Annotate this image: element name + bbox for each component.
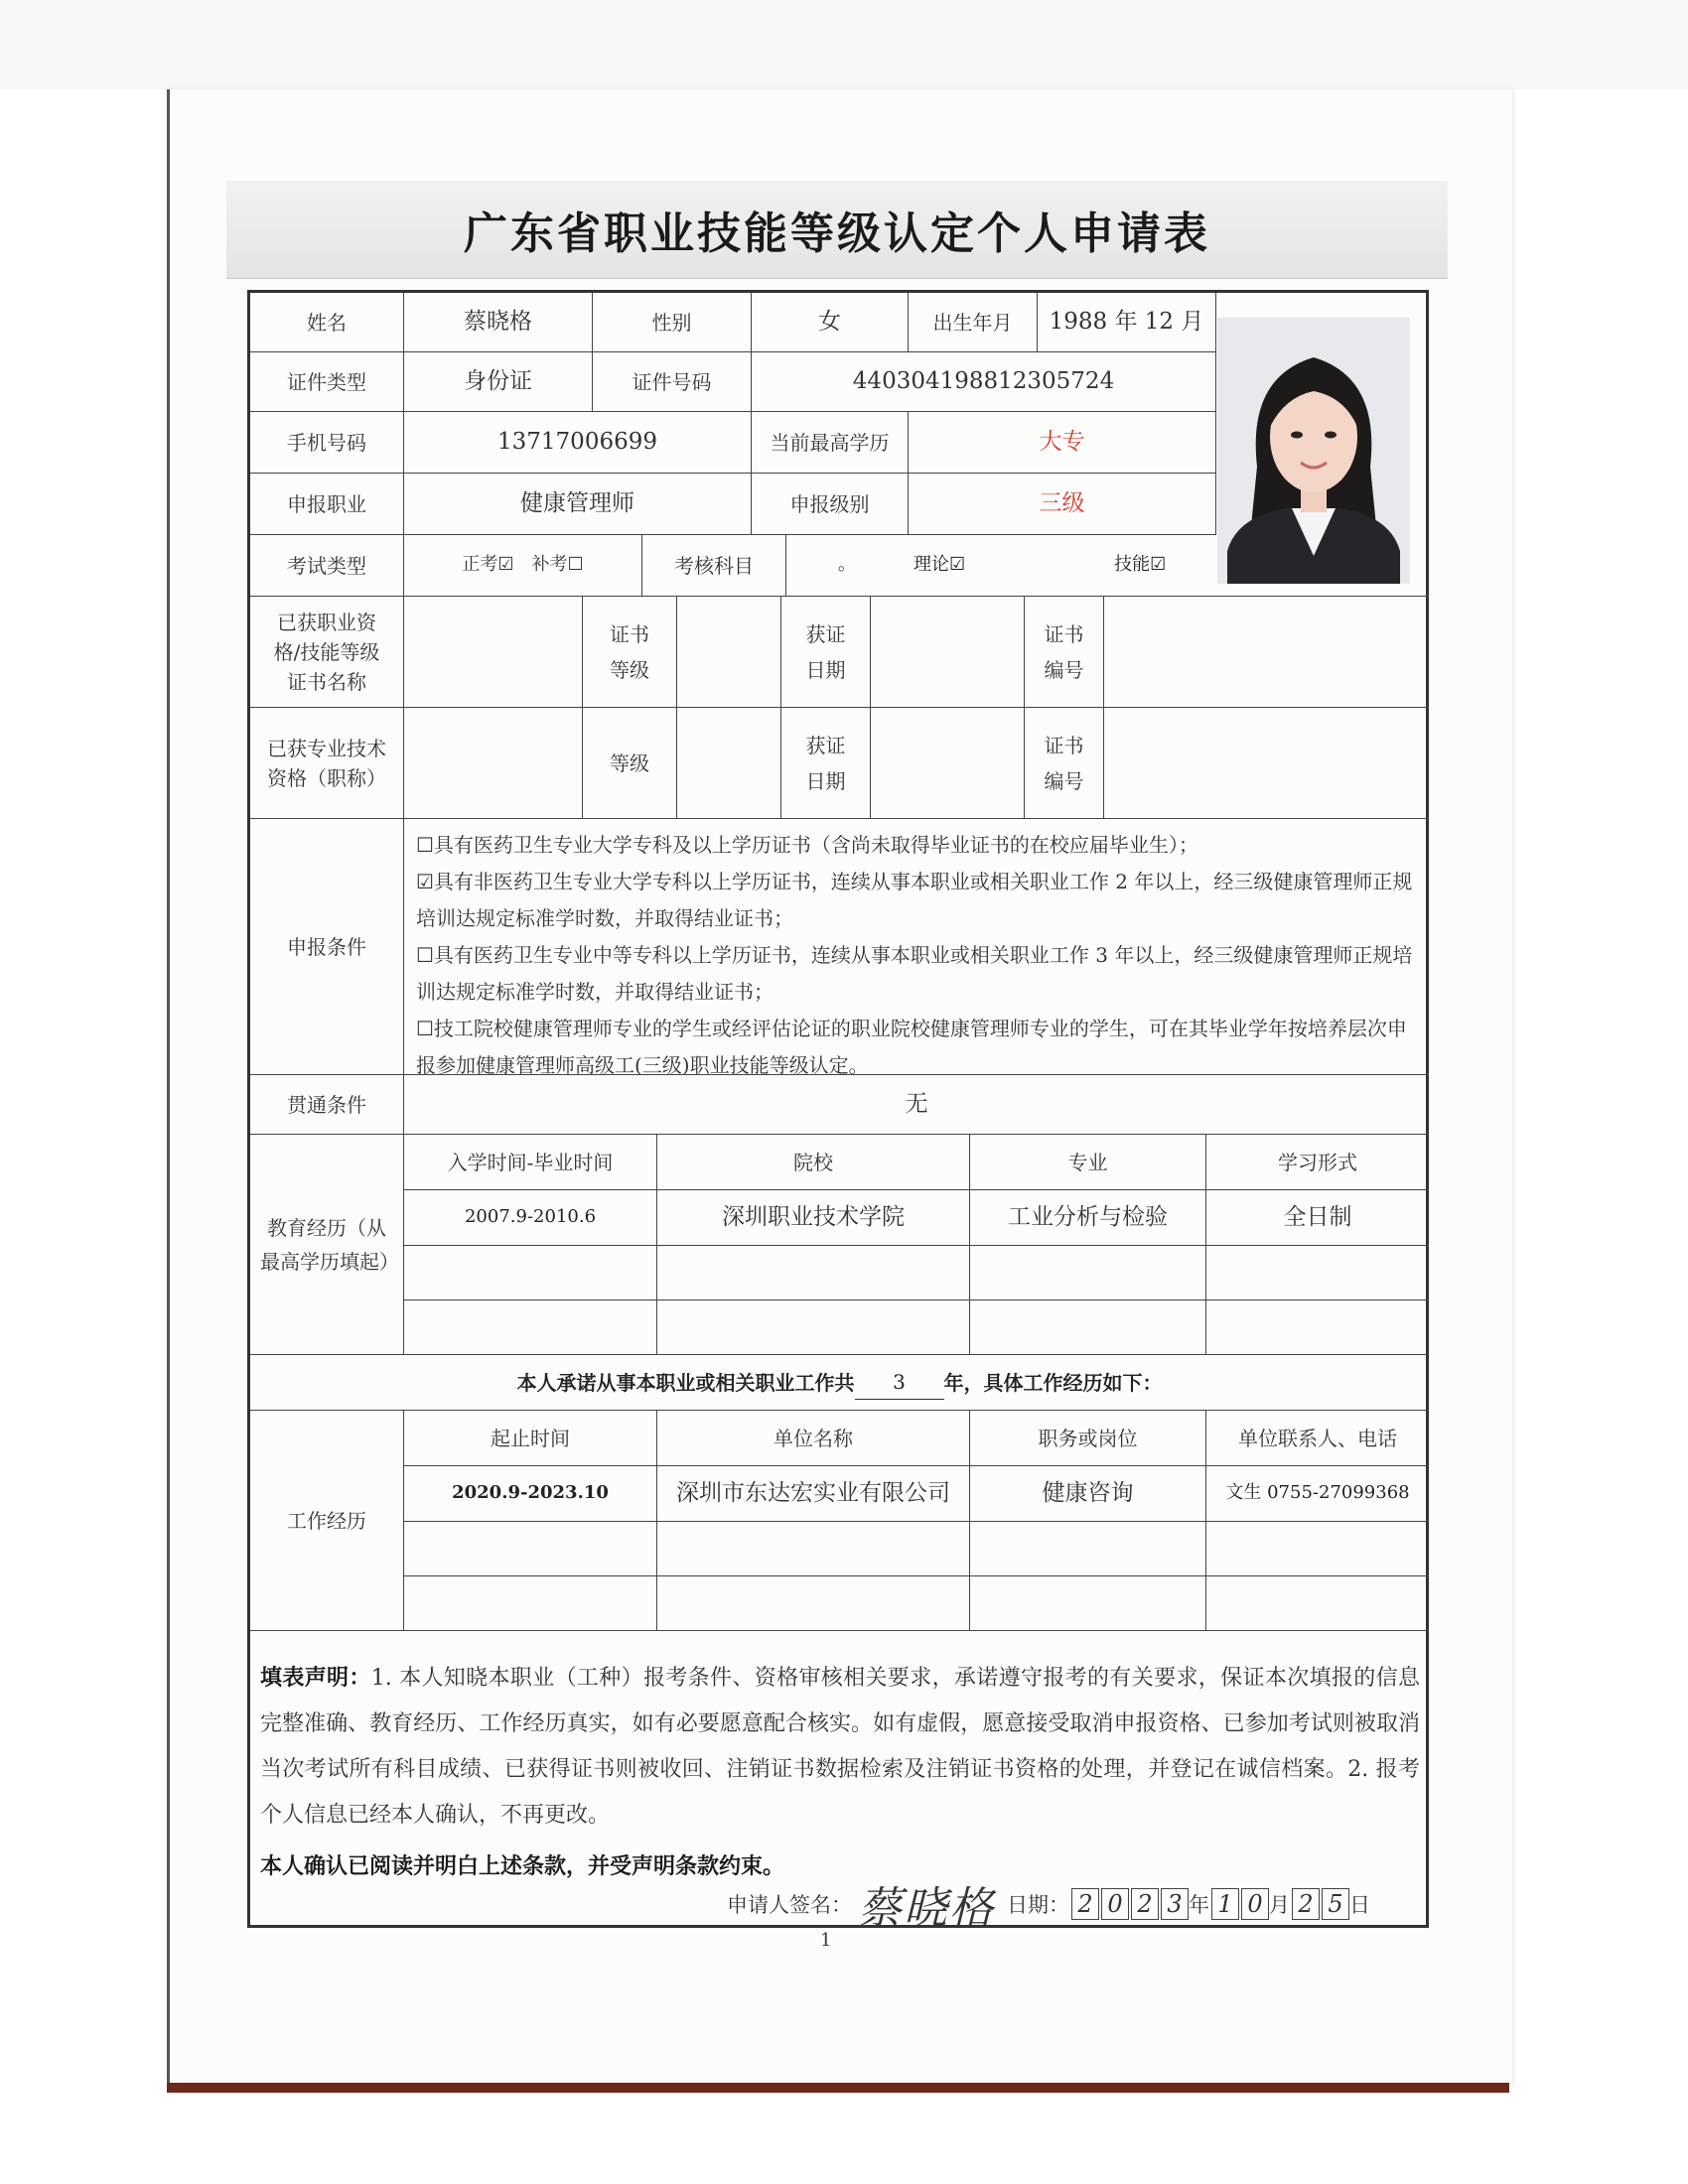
conditions-list — [404, 819, 1429, 1075]
exam-type-value: 正考☑ 补考☐ — [404, 535, 642, 597]
condition-item: ☑具有非医药卫生专业大学专科以上学历证书，连续从事本职业或相关职业工作 2 年以上，经三级健康管理师正规培训达规定标准学时数，并取得结业证书； — [416, 870, 1413, 930]
work-empty-cell — [970, 1522, 1206, 1576]
edu-header-form: 学习形式 — [1206, 1135, 1429, 1190]
background-top — [0, 0, 1688, 89]
cert-number-value — [1104, 597, 1429, 708]
date-digit: 2 — [1071, 1888, 1099, 1920]
conditions-label: 申报条件 — [250, 819, 404, 1075]
work-row-contact: 文生 0755-27099368 — [1206, 1466, 1429, 1522]
date-digit: 1 — [1211, 1888, 1239, 1920]
cert-date-label: 获证日期 — [781, 597, 871, 708]
edu-empty-cell — [970, 1246, 1206, 1300]
declaration-heading: 填表声明： — [260, 1665, 371, 1691]
gender-value: 女 — [752, 293, 909, 352]
exam-type-label: 考试类型 — [250, 535, 404, 597]
occupation-label: 申报职业 — [250, 474, 404, 535]
work-header-position: 职务或岗位 — [970, 1411, 1206, 1466]
title-level-label: 等级 — [583, 708, 677, 819]
edu-row-major: 工业分析与检验 — [970, 1190, 1206, 1246]
handwritten-signature: 蔡晓格 — [858, 1883, 995, 1934]
cert-level-value — [677, 597, 781, 708]
education-level-label: 当前最高学历 — [752, 412, 909, 474]
name-label: 姓名 — [250, 293, 404, 352]
title-date-value — [871, 708, 1025, 819]
declaration-confirm: 本人确认已阅读并明白上述条款，并受声明条款约束。 — [260, 1853, 785, 1879]
subject-dot: 。 — [838, 554, 856, 576]
month-unit: 月 — [1269, 1893, 1290, 1917]
commitment-prefix: 本人承诺从事本职业或相关职业工作共 — [516, 1370, 855, 1395]
title-banner — [226, 181, 1448, 279]
edu-row-school: 深圳职业技术学院 — [657, 1190, 970, 1246]
id-number-value: 440304198812305724 — [752, 352, 1216, 412]
birth-value: 1988 年 12 月 — [1038, 293, 1216, 352]
cert-date-value — [871, 597, 1025, 708]
title-number-value — [1104, 708, 1429, 819]
id-type-label: 证件类型 — [250, 352, 404, 412]
work-commitment — [250, 1355, 1429, 1411]
work-empty-cell — [1206, 1522, 1429, 1576]
declaration — [260, 1655, 1420, 1839]
date-digit: 3 — [1161, 1888, 1189, 1920]
title-date-label: 获证日期 — [781, 708, 871, 819]
vocational-cert-name — [404, 597, 583, 708]
edu-header-major: 专业 — [970, 1135, 1206, 1190]
date-digit: 0 — [1101, 1888, 1129, 1920]
condition-item: ☐技工院校健康管理师专业的学生或经评估论证的职业院校健康管理师专业的学生，可在其毕业学年按培养层次申报参加健康管理师高级工(三级)职业技能等级认定。 — [416, 1017, 1407, 1077]
work-empty-cell — [970, 1576, 1206, 1631]
edu-header-time: 入学时间-毕业时间 — [404, 1135, 657, 1190]
phone-label: 手机号码 — [250, 412, 404, 474]
date-digit: 2 — [1131, 1888, 1159, 1920]
work-header-period: 起止时间 — [404, 1411, 657, 1466]
professional-title-label: 已获专业技术资格（职称） — [250, 708, 404, 819]
date-digit: 0 — [1241, 1888, 1269, 1920]
theory-checkbox: 理论☑ — [914, 554, 966, 576]
edu-row-time: 2007.9-2010.6 — [404, 1190, 657, 1246]
edu-header-school: 院校 — [657, 1135, 970, 1190]
work-row-company: 深圳市东达宏实业有限公司 — [657, 1466, 970, 1522]
signature-label: 申请人签名： — [727, 1893, 852, 1917]
name-value: 蔡晓格 — [404, 293, 593, 352]
signature-row — [727, 1879, 1422, 1934]
condition-item: ☐具有医药卫生专业中等专科以上学历证书，连续从事本职业或相关职业工作 3 年以上，经三级健康管理师正规培训达规定标准学时数，并取得结业证书； — [416, 943, 1413, 1004]
declaration-text: 1. 本人知晓本职业（工种）报考条件、资格审核相关要求，承诺遵守报考的有关要求，保证本次填报的信息完整准确、教育经历、工作经历真实，如有必要愿意配合核实。如有虚假，愿意接受取消申报资格、已参加考试则被取消当次考试所有科目成绩、已获得证书则被收回、注销证书数据检索及注销证书资格的处理，并登记在诚信档案。2. 报考个人信息已经本人确认，不再更改。 — [260, 1666, 1420, 1828]
apply-level-value: 三级 — [909, 474, 1216, 535]
work-empty-cell — [404, 1522, 657, 1576]
skill-checkbox: 技能☑ — [1114, 554, 1167, 576]
commitment-suffix: 年，具体工作经历如下： — [943, 1370, 1163, 1395]
edu-empty-cell — [1206, 1300, 1429, 1355]
work-header-company: 单位名称 — [657, 1411, 970, 1466]
vocational-cert-label: 已获职业资格/技能等级证书名称 — [250, 597, 404, 708]
apply-level-label: 申报级别 — [752, 474, 909, 535]
date-digit: 2 — [1292, 1888, 1320, 1920]
date-label: 日期： — [1007, 1893, 1069, 1917]
work-label: 工作经历 — [250, 1411, 404, 1631]
edu-empty-cell — [1206, 1246, 1429, 1300]
condition-item: ☐具有医药卫生专业大学专科及以上学历证书（含尚未取得毕业证书的在校应届毕业生）； — [416, 833, 1198, 857]
edu-empty-cell — [404, 1246, 657, 1300]
cert-level-label: 证书等级 — [583, 597, 677, 708]
applicant-photo — [1217, 318, 1410, 584]
birth-label: 出生年月 — [909, 293, 1038, 352]
page-number: 1 — [820, 1930, 832, 1951]
commitment-years: 3 — [855, 1365, 944, 1400]
education-level-value: 大专 — [909, 412, 1216, 474]
work-empty-cell — [1206, 1576, 1429, 1631]
work-row-position: 健康咨询 — [970, 1466, 1206, 1522]
id-type-value: 身份证 — [404, 352, 593, 412]
phone-value: 13717006699 — [404, 412, 752, 474]
professional-title-name — [404, 708, 583, 819]
page-title: 广东省职业技能等级认定个人申请表 — [464, 208, 1210, 259]
education-label: 教育经历（从最高学历填起） — [250, 1135, 404, 1355]
edu-row-form: 全日制 — [1206, 1190, 1429, 1246]
portrait-illustration — [1217, 318, 1410, 584]
day-unit: 日 — [1349, 1893, 1370, 1917]
work-empty-cell — [657, 1576, 970, 1631]
edu-empty-cell — [404, 1300, 657, 1355]
title-level-value — [677, 708, 781, 819]
through-value: 无 — [404, 1075, 1429, 1135]
work-header-contact: 单位联系人、电话 — [1206, 1411, 1429, 1466]
work-row-period: 2020.9-2023.10 — [404, 1466, 657, 1522]
date-digit: 5 — [1322, 1888, 1349, 1920]
subject-label: 考核科目 — [642, 535, 786, 597]
id-number-label: 证件号码 — [593, 352, 752, 412]
edu-empty-cell — [970, 1300, 1206, 1355]
year-unit: 年 — [1189, 1893, 1209, 1917]
gender-label: 性别 — [593, 293, 752, 352]
work-empty-cell — [657, 1522, 970, 1576]
edu-empty-cell — [657, 1300, 970, 1355]
edu-empty-cell — [657, 1246, 970, 1300]
cert-number-label: 证书编号 — [1025, 597, 1104, 708]
through-label: 贯通条件 — [250, 1075, 404, 1135]
occupation-value: 健康管理师 — [404, 474, 752, 535]
title-number-label: 证书编号 — [1025, 708, 1104, 819]
paper-bottom-edge — [167, 2083, 1509, 2093]
work-empty-cell — [404, 1576, 657, 1631]
